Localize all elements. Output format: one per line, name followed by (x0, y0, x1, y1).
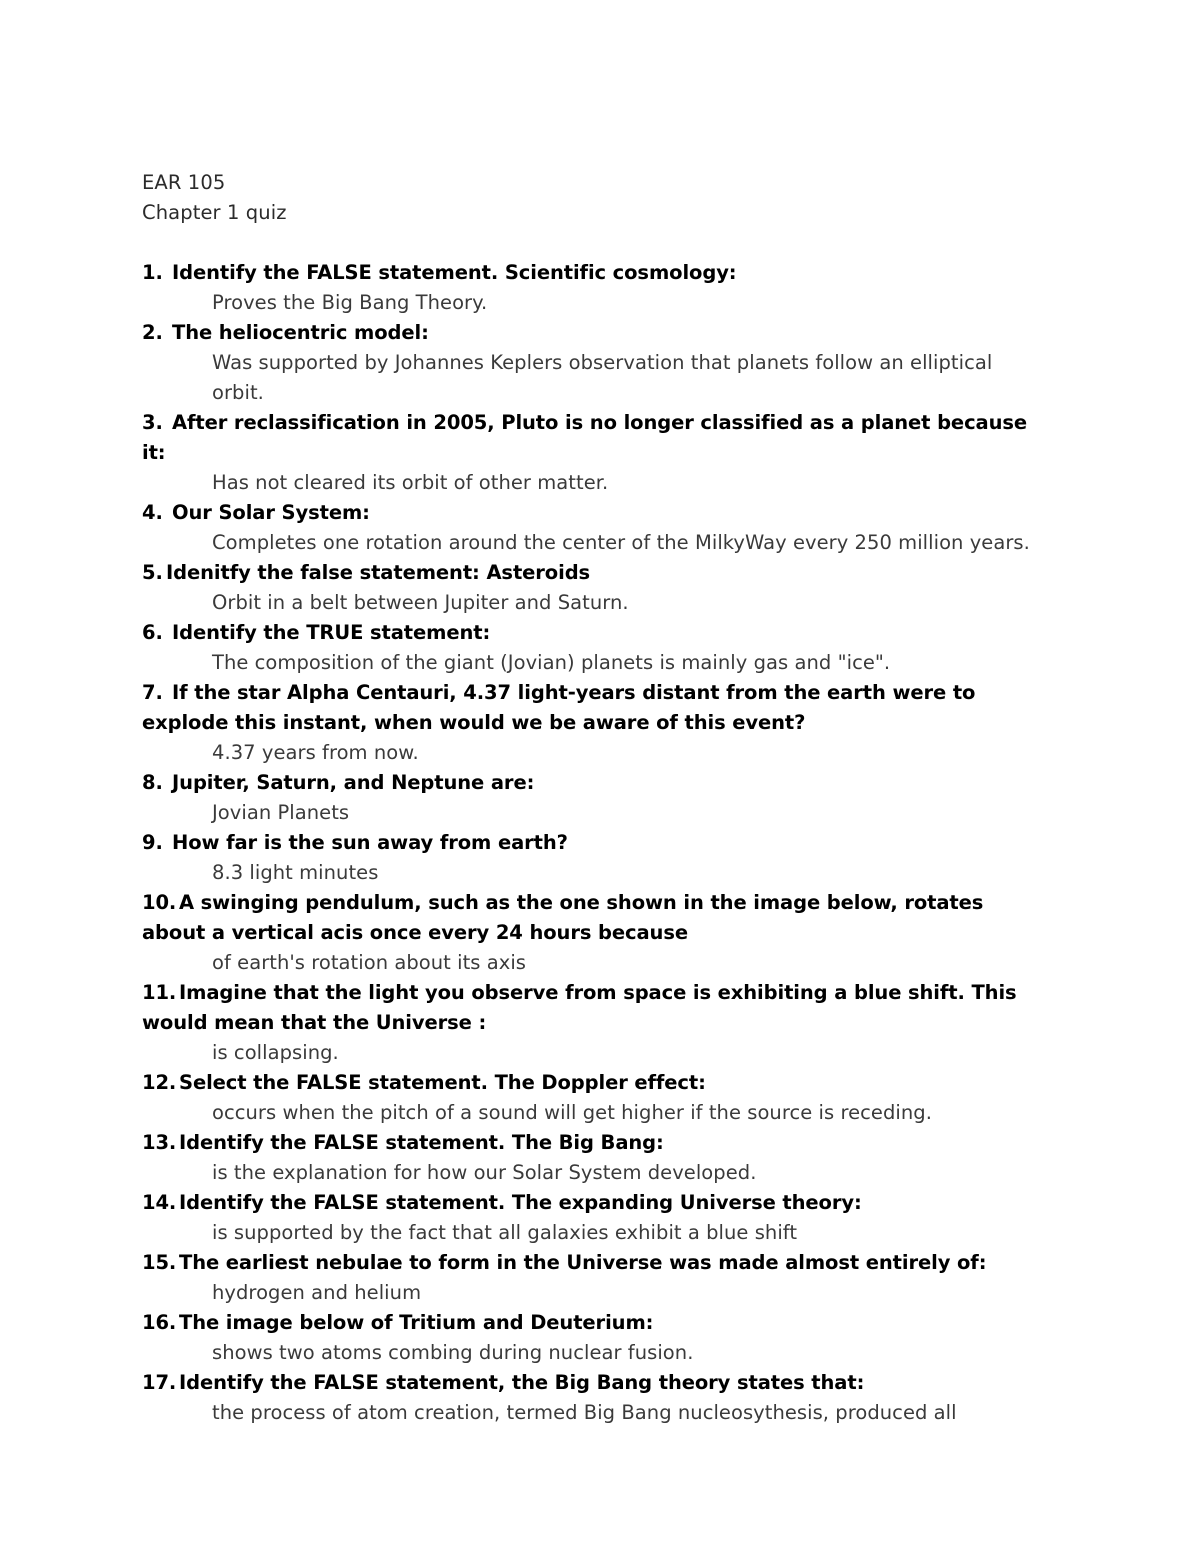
question-body: Jupiter, Saturn, and Neptune are: (172, 771, 535, 794)
quiz-item (142, 318, 1047, 408)
question-body: Idenitfy the false statement: Asteroids (166, 561, 591, 584)
question-number: 11. (142, 981, 177, 1004)
quiz-item (142, 408, 1047, 498)
question-number: 7. (142, 681, 163, 704)
question-text (142, 1188, 1047, 1218)
answer-text: Was supported by Johannes Keplers observation that planets follow an elliptical orbit. (212, 351, 993, 404)
question-text (142, 258, 1047, 288)
question-text (142, 1308, 1047, 1338)
question-number: 14. (142, 1191, 177, 1214)
question-text (142, 978, 1047, 1038)
question-body: If the star Alpha Centauri, 4.37 light-years distant from the earth were to explode this instant, when would we be aware of this event? (142, 681, 976, 734)
quiz-item (142, 258, 1047, 318)
answer-text: Has not cleared its orbit of other matter. (212, 471, 609, 494)
answer-text: The composition of the giant (Jovian) planets is mainly gas and "ice". (212, 651, 891, 674)
answer-text: Orbit in a belt between Jupiter and Saturn. (212, 591, 629, 614)
question-text (142, 618, 1047, 648)
question-number: 17. (142, 1371, 177, 1394)
question-text (142, 828, 1047, 858)
answer-text: is supported by the fact that all galaxies exhibit a blue shift (212, 1221, 798, 1244)
question-number: 16. (142, 1311, 177, 1334)
question-text (142, 1068, 1047, 1098)
answer-text: of earth's rotation about its axis (212, 951, 526, 974)
question-body: Identify the FALSE statement. Scientific cosmology: (172, 261, 737, 284)
question-text (142, 1248, 1047, 1278)
quiz-item (142, 1188, 1047, 1248)
question-body: Our Solar System: (172, 501, 370, 524)
answer-text: Proves the Big Bang Theory. (212, 291, 488, 314)
answer-text: the process of atom creation, termed Big Bang nucleosythesis, produced all (212, 1401, 957, 1424)
quiz-item (142, 1248, 1047, 1308)
question-text (142, 1368, 1047, 1398)
question-text (142, 1128, 1047, 1158)
question-number: 2. (142, 321, 163, 344)
quiz-item (142, 1308, 1047, 1368)
question-text (142, 318, 1047, 348)
quiz-subtitle: Chapter 1 quiz (142, 201, 287, 224)
question-text (142, 888, 1047, 948)
question-body: How far is the sun away from earth? (172, 831, 568, 854)
question-body: The heliocentric model: (172, 321, 429, 344)
question-number: 10. (142, 891, 177, 914)
question-body: Identify the FALSE statement. The Big Bang: (179, 1131, 664, 1154)
quiz-item (142, 1128, 1047, 1188)
quiz-item (142, 1368, 1047, 1428)
heading-spacer (142, 228, 1047, 258)
question-number: 3. (142, 411, 163, 434)
question-body: A swinging pendulum, such as the one shown in the image below, rotates about a vertical acis once every 24 hours because (142, 891, 984, 944)
answer-text: is the explanation for how our Solar System developed. (212, 1161, 757, 1184)
question-body: Select the FALSE statement. The Doppler effect: (179, 1071, 706, 1094)
question-number: 8. (142, 771, 163, 794)
document-body (142, 168, 1047, 1428)
question-body: Identify the FALSE statement. The expanding Universe theory: (179, 1191, 862, 1214)
question-body: Identify the FALSE statement, the Big Bang theory states that: (179, 1371, 865, 1394)
quiz-item (142, 498, 1047, 558)
answer-text: shows two atoms combing during nuclear fusion. (212, 1341, 694, 1364)
question-body: Imagine that the light you observe from space is exhibiting a blue shift. This would mean that the Universe : (142, 981, 1017, 1034)
answer-text: occurs when the pitch of a sound will get higher if the source is receding. (212, 1101, 932, 1124)
question-number: 6. (142, 621, 163, 644)
quiz-question-list (142, 258, 1047, 1428)
question-number: 12. (142, 1071, 177, 1094)
quiz-item (142, 828, 1047, 888)
answer-text: Completes one rotation around the center of the MilkyWay every 250 million years. (212, 531, 1030, 554)
question-number: 13. (142, 1131, 177, 1154)
question-text (142, 408, 1047, 468)
question-body: The image below of Tritium and Deuterium: (179, 1311, 654, 1334)
question-body: Identify the TRUE statement: (172, 621, 491, 644)
course-code: EAR 105 (142, 171, 226, 194)
answer-text: Jovian Planets (212, 801, 350, 824)
question-number: 9. (142, 831, 163, 854)
answer-text: 8.3 light minutes (212, 861, 379, 884)
quiz-item (142, 558, 1047, 618)
answer-text: 4.37 years from now. (212, 741, 419, 764)
question-number: 1. (142, 261, 163, 284)
answer-text: hydrogen and helium (212, 1281, 422, 1304)
question-text (142, 768, 1047, 798)
answer-text: is collapsing. (212, 1041, 339, 1064)
quiz-item (142, 678, 1047, 768)
quiz-item (142, 618, 1047, 678)
quiz-item (142, 1068, 1047, 1128)
quiz-item (142, 978, 1047, 1068)
quiz-item (142, 768, 1047, 828)
question-body: After reclassification in 2005, Pluto is no longer classified as a planet because it: (142, 411, 1027, 464)
question-number: 15. (142, 1251, 177, 1274)
question-number: 4. (142, 501, 163, 524)
quiz-item (142, 888, 1047, 978)
question-text (142, 558, 1047, 588)
question-body: The earliest nebulae to form in the Universe was made almost entirely of: (179, 1251, 987, 1274)
question-text (142, 498, 1047, 528)
question-text (142, 678, 1047, 738)
question-number: 5. (142, 561, 163, 584)
